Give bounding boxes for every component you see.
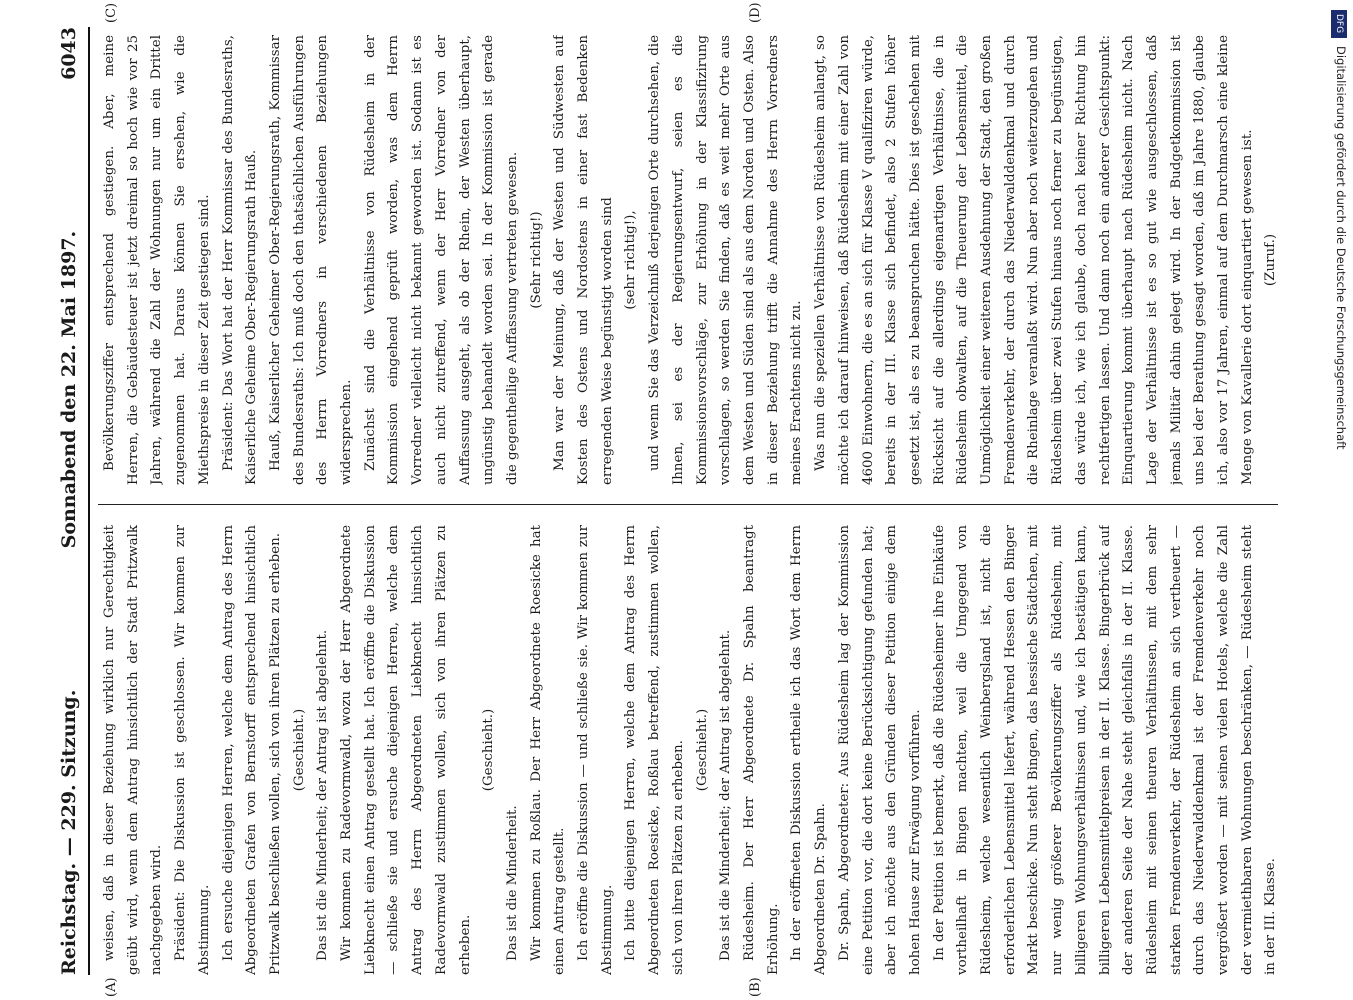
paragraph: (sehr richtig!), (623, 210, 639, 310)
paragraph: (Geschieht.) (291, 708, 307, 792)
paragraph: (Zuruf.) (1263, 233, 1278, 287)
paragraph: Ich eröffne die Diskussion — und schließe sie. Wir kommen zur Abstimmung. (576, 525, 615, 975)
page-header (48, 27, 90, 975)
paragraph: Man war der Meinung, daß der Westen und Südwesten auf Kosten des Ostens und Nordostens in einer fast Bedenken erregenden Weise begünstigt worden sind (552, 35, 615, 485)
paragraph: Hauß, Kaiserlicher Geheimer Ober-Regierungsrath, Kommissar des Bundesraths: Ich muß doch den thatsächlichen Ausführungen des Herrn Vorredners in verschiedenen Beziehungen widersprechen. (267, 35, 355, 485)
document-scan (48, 2, 1288, 997)
digitization-stamp (1330, 10, 1350, 450)
paragraph: In der Petition ist bemerkt, daß die Rüdesheimer ihre Einkäufe vortheilhaft in Bingen machten, weil die Umgegend von Rüdesheim, welche wesentlich Weinbergsland ist, nicht die erforderlichen Lebensmittel liefert, während Hessen den Binger Markt beschicke. Nun steht Bingen, das hessische Städtchen, mit nur wenig größerer Bevölkerungsziffer als Rüdesheim, mit billigeren Wohnungsverhältnissen und, wie ich bestätigen kann, billigeren Lebensmittelpreisen in der II. Klasse. Bingerbrück auf der anderen Seite der Nahe steht gleichfalls in der II. Klasse. Rüdesheim mit seinen theuren Verhältnissen, mit dem sehr starken Fremdenverkehr, der Rüdesheim an sich vertheuert — durch das Niederwalddenkmal ist der Fremdenverkehr noch vergrößert worden — mit seinen vielen Hotels, welche die Zahl der vermiethbaren Wohnungen beschränken, — Rüdesheim steht in der III. Klasse. (931, 525, 1278, 975)
paragraph: Wir kommen zu Roßlau. Der Herr Abgeordnete Roesicke hat einen Antrag gestellt. (528, 525, 568, 975)
margin-marker-a: (A) (104, 977, 119, 997)
column-rule (98, 504, 1278, 505)
right-column (98, 35, 1278, 485)
paragraph: Präsident: Das Wort hat der Herr Kommissar des Bundesraths, Kaiserliche Geheime Ober-Regierungsrath Hauß. (220, 35, 260, 485)
header-left: Reichstag. — 229. Sitzung. (58, 689, 80, 975)
paragraph: und wenn Sie das Verzeichniß derjenigen Orte durchsehen, die Ihnen, sei es der Regierungsentwurf, seien es die Kommissionsvorschläge, zur Erhöhung in der Klassifizirung vorschlagen, so werden Sie finden, daß es weit mehr Orte aus dem Westen und Süden sind als aus dem Norden und Osten. Also in dieser Beziehung trifft die Annahme des Herrn Vorredners meines Erachtens nicht zu. (647, 35, 805, 485)
margin-marker-b: (B) (748, 977, 763, 997)
paragraph: Das ist die Minderheit. (504, 805, 520, 961)
paragraph: Ich ersuche diejenigen Herren, welche dem Antrag des Herrn Abgeordneten Grafen von Bernstorff entsprechend hinsichtlich Pritzwalk beschließen wollen, sich von ihren Plätzen zu erheben. (220, 525, 283, 975)
paragraph: (Sehr richtig!) (528, 211, 544, 309)
paragraph: In der eröffneten Diskussion ertheile ich das Wort dem Herrn Abgeordneten Dr. Spahn. (789, 525, 829, 975)
left-column (98, 525, 1278, 975)
paragraph: Präsident: Die Diskussion ist geschlossen. Wir kommen zur Abstimmung. (173, 525, 212, 975)
paragraph: Dr. Spahn, Abgeordneter: Aus Rüdesheim lag der Kommission eine Petition vor, die dort keine Berücksichtigung gefunden hat; aber ich möchte aus den Gründen dieser Petition einige dem hohen Hause zur Erwägung vorführen. (836, 525, 923, 975)
margin-marker-d: (D) (748, 2, 763, 23)
paragraph: weisen, daß in dieser Beziehung wirklich nur Gerechtigkeit geübt wird, wenn dem Antrag hinsichtlich der Stadt Pritzwalk nachgegeben wird. (102, 525, 165, 975)
paragraph: Rüdesheim. Der Herr Abgeordnete Dr. Spahn beantragt Erhöhung. (741, 525, 781, 975)
paragraph: Bevölkerungsziffer entsprechend gestiegen. Aber, meine Herren, die Gebäudesteuer ist jetzt dreimal so hoch wie vor 25 Jahren, während die Zahl der Wohnungen nur um ein Drittel zugenommen hat. Daraus können Sie ersehen, wie die Miethspreise in dieser Zeit gestiegen sind. (102, 35, 212, 485)
page-number: 6043 (58, 27, 80, 80)
margin-marker-c: (C) (104, 2, 119, 23)
paragraph: Das ist die Minderheit; der Antrag ist abgelehnt. (315, 629, 331, 961)
header-date: Sonnabend den 22. Mai 1897. (58, 230, 80, 549)
paragraph: Wir kommen zu Radevormwald, wozu der Herr Abgeordnete Liebknecht einen Antrag gestellt hat. Ich eröffne die Diskussion — schließe sie und ersuche diejenigen Herren, welche dem Antrag des Herrn Abgeordneten Liebknecht hinsichtlich Radevormwald zustimmen wollen, sich von ihren Plätzen zu erheben. (339, 525, 473, 975)
paragraph: Was nun die speziellen Verhältnisse von Rüdesheim anlangt, so möchte ich darauf hinweisen, daß Rüdesheim mit einer Zahl von 4600 Einwohnern, die es an sich für Klasse V qualifiziren würde, bereits in der III. Klasse sich befindet, also 2 Stufen höher gesetzt ist, als es zu beanspruchen hätte. Dies ist geschehen mit Rücksicht auf die allerdings eigenartigen Verhältnisse, die in Rüdesheim obwalten, auf die Theuerung der Lebensmittel, die Unmöglichkeit einer weiteren Ausdehnung der Stadt, den großen Fremdenverkehr, der durch das Niederwalddenkmal und durch die Rheinlage veranlaßt wird. Nun aber noch weiterzugehen und Rüdesheim über zwei Stufen hinaus noch ferner zu begünstigen, das würde ich, wie ich glaube, doch nach keiner Richtung hin rechtfertigen lassen. Und dann noch ein anderer Gesichtspunkt: Einquartierung kommt überhaupt nach Rüdesheim nicht. Nach Lage der Verhältnisse ist es so gut wie ausgeschlossen, daß jemals Militär dahin gelegt wird. In der Budgetkommission ist uns bei der Berathung gesagt worden, daß im Jahre 1880, glaube ich, also vor 17 Jahren, einmal auf dem Durchmarsch eine kleine Menge von Kavallerie dort einquartiert gewesen ist. (813, 35, 1255, 485)
paragraph: (Geschieht.) (481, 708, 497, 792)
paragraph: Das ist die Minderheit; der Antrag ist abgelehnt. (718, 629, 734, 961)
paragraph: Zunächst sind die Verhältnisse von Rüdesheim in der Kommission eingehend geprüft worden, was dem Herrn Vorredner vielleicht nicht bekannt geworden ist. Sodann ist es auch nicht zutreffend, wenn der Herr Vorredner von der Auffassung ausgeht, als ob der Rhein, der Westen überhaupt, ungünstig behandelt worden sei. In der Kommission ist gerade die gegentheilige Auffassung vertreten gewesen. (362, 35, 520, 485)
paragraph: (Geschieht.) (694, 708, 710, 792)
stamp-text: Digitalisierung gefördert durch die Deutsche Forschungsgemeinschaft (1334, 46, 1348, 450)
paragraph: Ich bitte diejenigen Herren, welche dem Antrag des Herrn Abgeordneten Roesicke, Roßlau betreffend, zustimmen wollen, sich von ihren Plätzen zu erheben. (623, 525, 686, 975)
dfg-logo: DFG (1331, 10, 1347, 38)
